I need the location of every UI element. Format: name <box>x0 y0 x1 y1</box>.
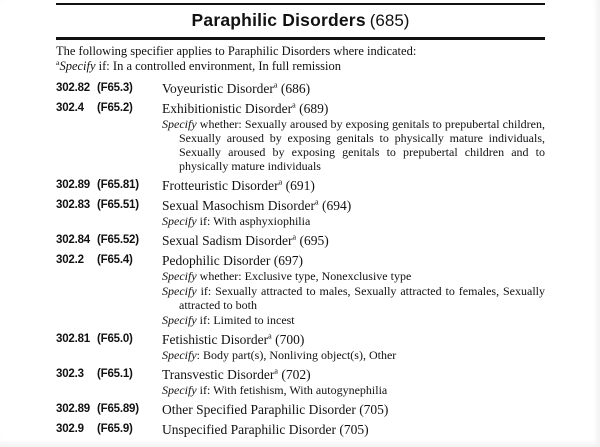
disorder-page-ref: (702) <box>277 367 311 382</box>
disorder-name <box>162 367 545 382</box>
specifier-line <box>162 214 545 228</box>
disorder-entry <box>56 198 545 228</box>
specify-label-rest: whether: <box>196 269 245 283</box>
specify-label: Specify <box>162 284 197 298</box>
disorder-page-ref: (705) <box>335 422 369 437</box>
specifier-line <box>162 269 545 283</box>
diagnostic-code: 302.83 <box>56 199 90 211</box>
disorder-name <box>162 178 545 193</box>
specifier-text: Sexually aroused by exposing genitals to prepubertal children, Sexually aroused by exposing genitals to physically mature individuals, Sexually aroused by exposing genitals to prepubertal children and to physically mature individuals <box>179 117 545 173</box>
disorder-name-text: Sexual Masochism Disorder <box>162 198 315 213</box>
disorder-list <box>56 81 545 437</box>
disorder-page-ref: (689) <box>295 101 329 116</box>
header-rule-bottom <box>56 37 545 40</box>
entry-body <box>162 332 545 362</box>
disorder-page-ref: (705) <box>355 402 389 417</box>
specifier-text: With fetishism, With autogynephilia <box>213 383 388 397</box>
icd-10-code: (F65.51) <box>97 199 139 211</box>
disorder-name-text: Voyeuristic Disorder <box>162 81 274 96</box>
specifier-text: With asphyxiophilia <box>213 214 311 228</box>
icd-10-code: (F65.9) <box>97 423 133 435</box>
diagnostic-code: 302.9 <box>56 423 84 435</box>
specify-label-rest: if: <box>196 313 214 327</box>
disorder-name <box>162 198 545 213</box>
specify-label: Specify <box>162 383 197 397</box>
icd-10-code: (F65.89) <box>97 403 139 415</box>
disorder-name <box>162 253 545 268</box>
specifier-intro-note-text: if: In a controlled environment, In full remission <box>95 58 341 73</box>
disorder-name <box>162 233 545 248</box>
entry-body <box>162 367 545 397</box>
entry-body <box>162 101 545 173</box>
specifier-text: Sexually attracted to males, Sexually attracted to females, Sexually attracted to both <box>179 284 546 312</box>
footnote-marker: a <box>268 331 272 341</box>
specify-label: Specify <box>162 348 197 362</box>
disorder-name-text: Transvestic Disorder <box>162 367 275 382</box>
specify-label-rest: if: <box>196 214 214 228</box>
specify-label: Specify <box>162 269 197 283</box>
specify-label-rest: whether: <box>196 117 245 131</box>
specifier-intro-line: The following specifier applies to Paraphilic Disorders where indicated: <box>56 44 417 58</box>
disorder-page-ref: (686) <box>277 81 311 96</box>
footnote-marker: a <box>292 100 296 110</box>
icd-10-code: (F65.3) <box>97 82 133 94</box>
footnote-marker: a <box>292 232 297 242</box>
footnote-marker: a <box>274 366 278 376</box>
entry-body <box>162 422 545 437</box>
page-title-page-ref: (685) <box>369 11 410 30</box>
disorder-entry <box>56 81 545 96</box>
disorder-entry <box>56 367 545 397</box>
footnote-marker: a <box>278 177 283 187</box>
disorder-name-text: Frotteuristic Disorder <box>162 178 279 193</box>
disorder-entry <box>56 233 545 248</box>
disorder-entry <box>56 253 545 327</box>
disorder-name-text: Exhibitionistic Disorder <box>162 101 293 116</box>
diagnostic-code: 302.82 <box>56 82 90 94</box>
diagnostic-code: 302.81 <box>56 333 90 345</box>
disorder-name-text: Sexual Sadism Disorder <box>162 233 293 248</box>
icd-10-code: (F65.4) <box>97 254 133 266</box>
disorder-name-text: Fetishistic Disorder <box>162 332 269 347</box>
specifier-text: Limited to incest <box>213 313 295 327</box>
disorder-entry <box>56 422 545 437</box>
footnote-marker: a <box>56 57 60 67</box>
specify-label: Specify <box>162 313 197 327</box>
diagnostic-code: 302.89 <box>56 403 90 415</box>
specify-label-rest: if: <box>196 383 214 397</box>
entry-body <box>162 233 545 248</box>
disorder-name-text: Other Specified Paraphilic Disorder <box>162 402 356 417</box>
disorder-page-ref: (700) <box>271 332 305 347</box>
diagnostic-code: 302.4 <box>56 102 84 114</box>
disorder-page-ref: (691) <box>282 178 315 193</box>
specifier-text: Body part(s), Nonliving object(s), Other <box>203 348 397 362</box>
entry-body <box>162 198 545 228</box>
disorder-page-ref: (695) <box>296 233 329 248</box>
entry-body <box>162 253 545 327</box>
page-title: Paraphilic Disorders <box>191 10 366 30</box>
specify-label: Specify <box>59 58 96 73</box>
disorder-name <box>162 101 545 116</box>
specifier-intro <box>56 44 545 73</box>
icd-10-code: (F65.1) <box>97 368 133 380</box>
specify-label-rest: if: <box>196 284 216 298</box>
page-header <box>56 5 545 37</box>
specify-label: Specify <box>162 117 197 131</box>
icd-10-code: (F65.52) <box>97 234 139 246</box>
specifier-line <box>162 284 545 312</box>
disorder-page-ref: (697) <box>270 253 303 268</box>
disorder-entry <box>56 178 545 193</box>
diagnostic-code: 302.84 <box>56 234 90 246</box>
specifier-line <box>162 313 545 327</box>
disorder-entry <box>56 101 545 173</box>
specifier-text: Exclusive type, Nonexclusive type <box>244 269 412 283</box>
specify-label-rest: : <box>196 348 203 362</box>
footnote-marker: a <box>314 197 319 207</box>
specifier-line <box>162 117 545 173</box>
specifier-intro-note <box>56 59 545 74</box>
disorder-page-ref: (694) <box>318 198 352 213</box>
entry-body <box>162 402 545 417</box>
icd-10-code: (F65.0) <box>97 333 133 345</box>
disorder-name <box>162 402 545 417</box>
icd-10-code: (F65.81) <box>97 179 139 191</box>
disorder-name <box>162 422 545 437</box>
icd-10-code: (F65.2) <box>97 102 133 114</box>
disorder-name <box>162 332 545 347</box>
entry-body <box>162 81 545 96</box>
diagnostic-code: 302.2 <box>56 254 84 266</box>
disorder-name-text: Unspecified Paraphilic Disorder <box>162 422 336 437</box>
disorder-entry <box>56 402 545 417</box>
diagnostic-code: 302.3 <box>56 368 84 380</box>
diagnostic-code: 302.89 <box>56 179 90 191</box>
disorder-name <box>162 81 545 96</box>
specifier-line <box>162 383 545 397</box>
disorder-entry <box>56 332 545 362</box>
footnote-marker: a <box>273 80 278 90</box>
disorder-name-text: Pedophilic Disorder <box>162 253 271 268</box>
specifier-line <box>162 348 545 362</box>
entry-body <box>162 178 545 193</box>
specify-label: Specify <box>162 214 197 228</box>
